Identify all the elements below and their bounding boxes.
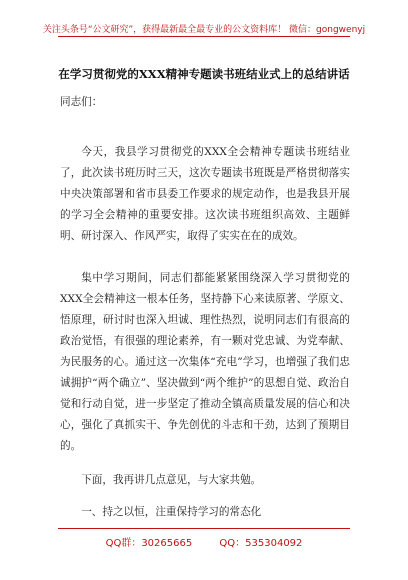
footer-qq: QQ：535304092 [219, 538, 303, 549]
footer-divider [58, 528, 350, 529]
paragraph-1: 今天，我县学习贯彻党的XXX全会精神专题读书班结业了，此次读书班历时三天，这次专题读书班既是严格贯彻落实中央决策部署和省市县委工作要求的规定动作，也是我县开展的学习全会精神的重要安排。这次读书班组织高效、主题鲜明、研讨深入、作风严实，取得了实实在在的成效。 [60, 146, 350, 242]
greeting: 同志们： [60, 96, 103, 108]
paragraph-3: 下面，我再讲几点意见，与大家共勉。 [81, 474, 262, 486]
paragraph-2: 集中学习期间，同志们都能紧紧围绕深入学习贯彻党的XXX全会精神这一根本任务，坚持静下心来读原著、学原文、悟原理，研讨时也深入坦诚、理性热烈，说明同志们有很高的政治觉悟，有很强的理论素养，有一颗对党忠诚、为党奉献、为民服务的心。通过这一次集体“充电”学习，也增强了我们忠诚拥护“两个确立”、坚决做到“两个维护”的思想自觉、政治自觉和行动自觉，进一步坚定了推动全镇高质量发展的信心和决心，强化了真抓实干、争先创优的斗志和干劲，达到了预期目的。 [60, 272, 350, 452]
section-heading-1: 一、持之以恒，注重保持学习的常态化 [81, 506, 262, 518]
document-title: 在学习贯彻党的XXX精神专题读书班结业式上的总结讲话 [58, 67, 350, 81]
header-banner: 关注头条号“公文研究”，获得最新最全最专业的公文资料库！ 微信：gongwenyj [42, 25, 366, 35]
footer-qq-group: QQ群：30265665 [105, 538, 193, 549]
header-divider [58, 36, 350, 37]
footer-contact [0, 534, 408, 549]
